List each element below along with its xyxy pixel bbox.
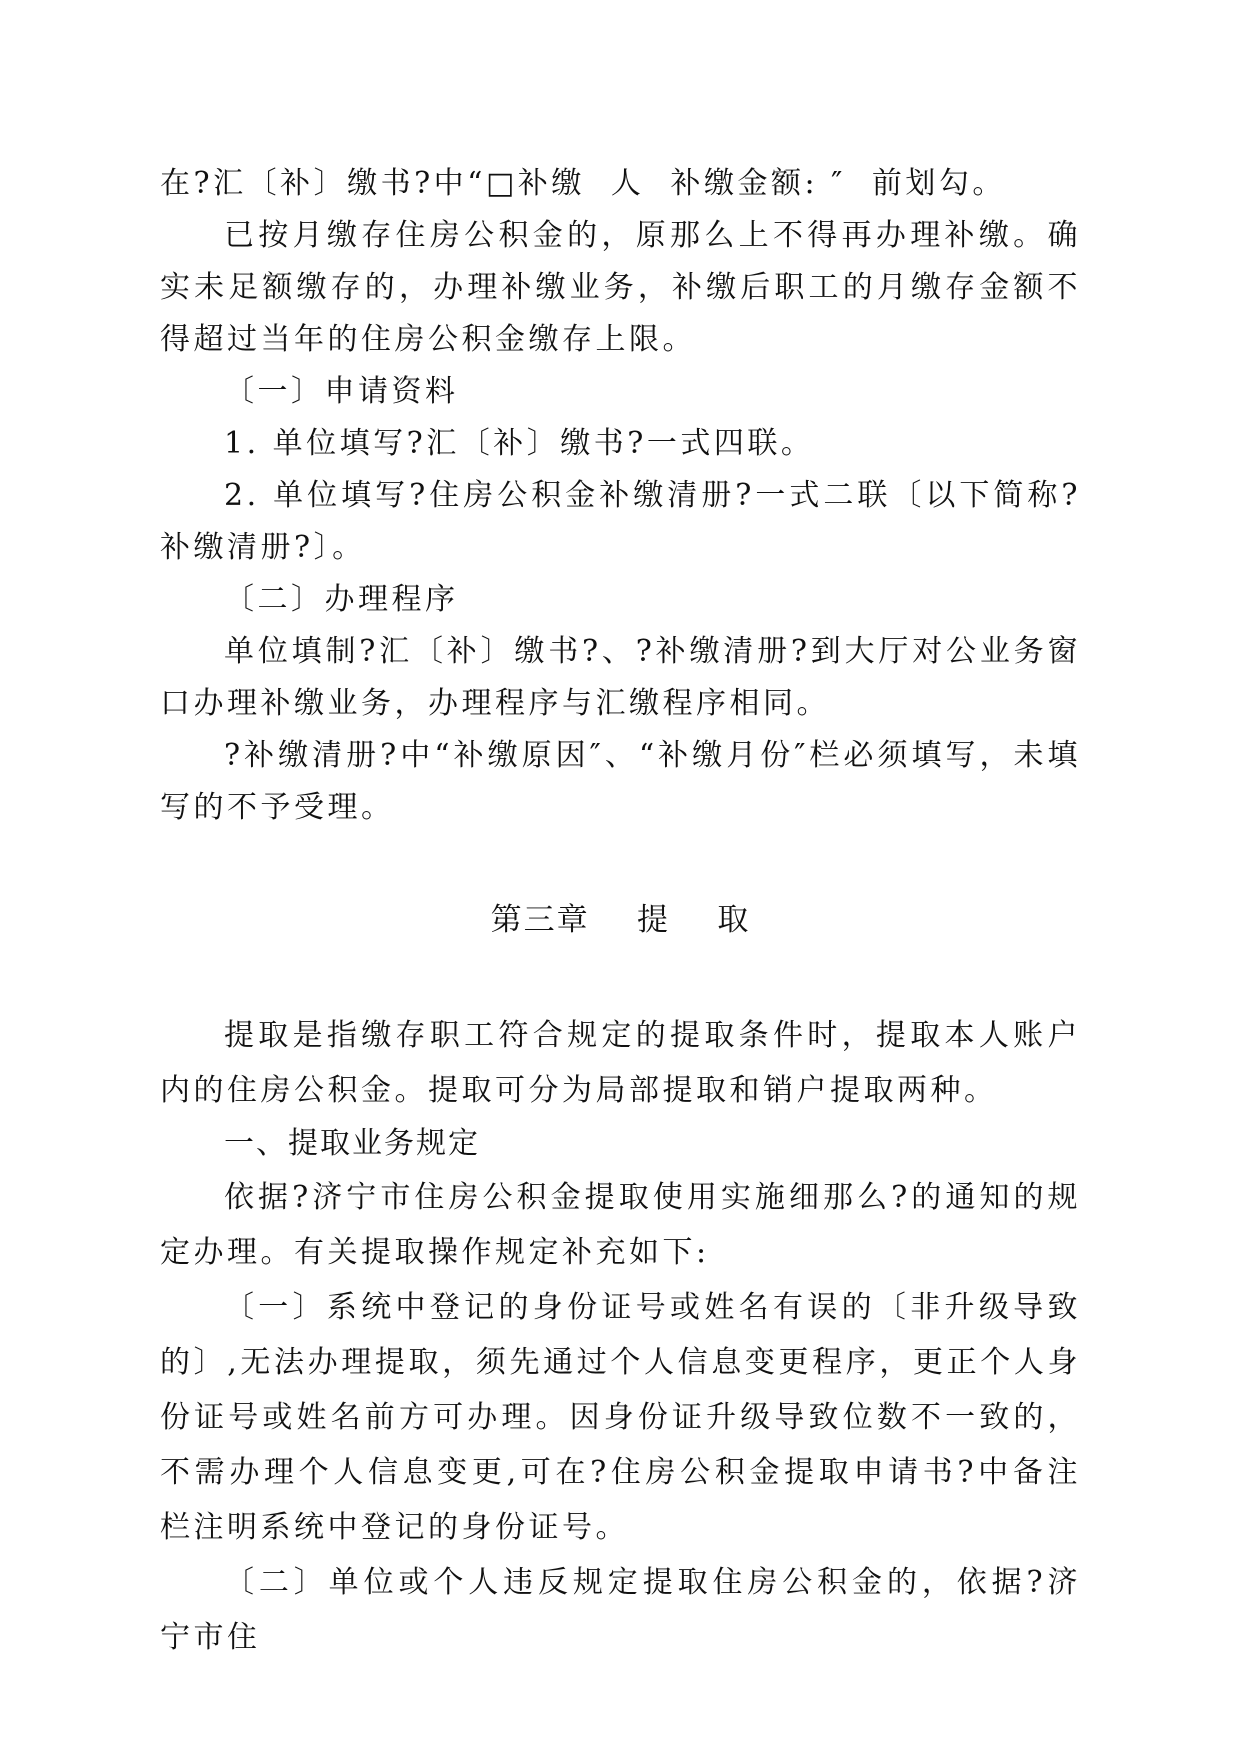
paragraph-intro: 提取是指缴存职工符合规定的提取条件时，提取本人账户内的住房公积金。提取可分为局部提取和销户提取两种。 [160,1018,1081,1108]
paragraph-violation: 〔二〕单位或个人违反规定提取住房公积金的，依据?济宁市住 [160,1565,1081,1655]
chapter-title: 第三章 提 取 [490,902,751,938]
paragraph-required-fields: ?补缴清册?中“补缴原因″、“补缴月份″栏必须填写，未填写的不予受理。 [160,738,1081,825]
paragraph-id-error: 〔一〕系统中登记的身份证号或姓名有误的〔非升级导致的〕,无法办理提取，须先通过个人信息变更程序，更正个人身份证号或姓名前方可办理。因身份证升级导致位数不一致的，不需办理个人信息变更,可在?住房公积金提取申请书?中备注栏注明系统中登记的身份证号。 [160,1290,1081,1545]
document-page [160,158,1081,1665]
paragraph-procedure: 单位填制?汇〔补〕缴书?、?补缴清册?到大厅对公业务窗口办理补缴业务，办理程序与汇缴程序相同。 [160,634,1081,721]
section-heading: 一、提取业务规定 [224,1126,480,1161]
list-item-1: 1. 单位填写?汇〔补〕缴书?一式四联。 [224,426,815,461]
paragraph-fill-instruction: 在?汇〔补〕缴书?中“□补缴 人 补缴金额: ″ 前划勾。 [160,166,1006,201]
subheading-application-materials: 〔一〕申请资料 [224,374,459,409]
paragraph-basis: 依据?济宁市住房公积金提取使用实施细那么?的通知的规定办理。有关提取操作规定补充如下: [160,1180,1081,1270]
paragraph-monthly-deposit-rule: 已按月缴存住房公积金的，原那么上不得再办理补缴。确实未足额缴存的，办理补缴业务，补缴后职工的月缴存金额不得超过当年的住房公积金缴存上限。 [160,218,1081,357]
list-item-2: 2. 单位填写?住房公积金补缴清册?一式二联〔以下简称?补缴清册?〕。 [160,478,1081,565]
subheading-procedure: 〔二〕办理程序 [224,582,459,617]
